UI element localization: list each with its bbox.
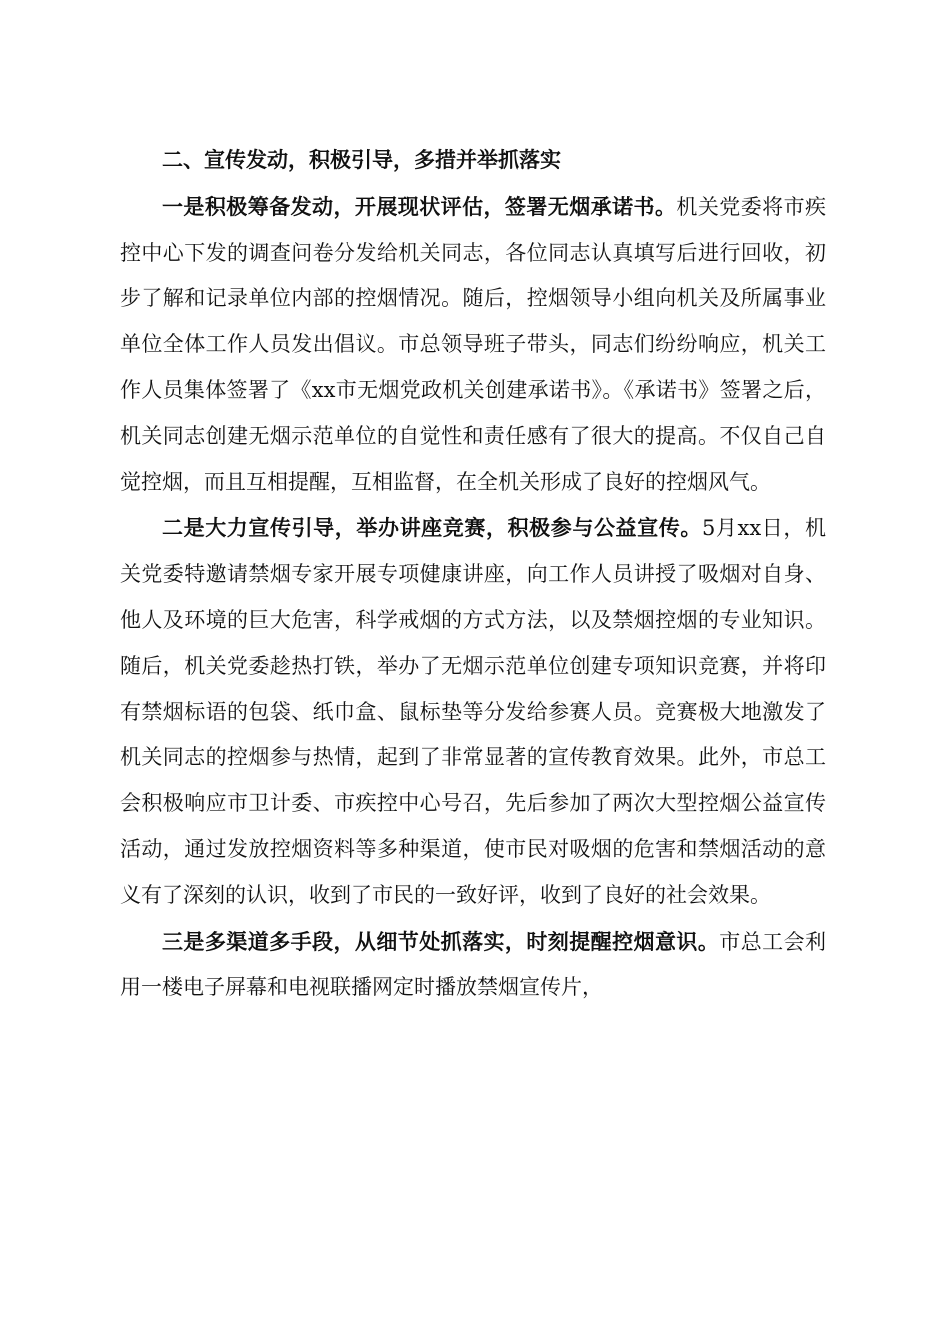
paragraph-1-lead: 一是积极筹备发动，开展现状评估，签署无烟承诺书。 [162, 193, 677, 219]
section-heading: 二、宣传发动，积极引导，多措并举抓落实 [162, 148, 561, 172]
paragraph-1-body: 机关党委将市疾控中心下发的调查问卷分发给机关同志，各位同志认真填写后进行回收，初步了解和记录单位内部的控烟情况。随后，控烟领导小组向机关及所属事业单位全体工作人员发出倡议。市总领导班子带头，同志们纷纷响应，机关工作人员集体签署了《xx市无烟党政机关创建承诺书》。《承诺书》签署之后，机关同志创建无烟示范单位的自觉性和责任感有了很大的提高。不仅自己自觉控烟，而且互相提醒，互相监督，在全机关形成了良好的控烟风气。 [120, 194, 827, 494]
paragraph-3 [120, 919, 826, 1012]
paragraph-2-body: 5月xx日，机关党委特邀请禁烟专家开展专项健康讲座，向工作人员讲授了吸烟对自身、他人及环境的巨大危害，科学戒烟的方式方法，以及禁烟控烟的专业知识。随后，机关党委趁热打铁，举办了无烟示范单位创建专项知识竞赛，并将印有禁烟标语的包袋、纸巾盒、鼠标垫等分发给参赛人员。竞赛极大地激发了机关同志的控烟参与热情，起到了非常显著的宣传教育效果。此外，市总工会积极响应市卫计委、市疾控中心号召，先后参加了两次大型控烟公益宣传活动，通过发放控烟资料等多种渠道，使市民对吸烟的危害和禁烟活动的意义有了深刻的认识，收到了市民的一致好评，收到了良好的社会效果。 [120, 516, 826, 907]
paragraph-3-lead: 三是多渠道多手段，从细节处抓落实，时刻提醒控烟意识。 [162, 928, 720, 954]
paragraph-2-lead: 二是大力宣传引导，举办讲座竞赛，积极参与公益宣传。 [162, 515, 702, 541]
paragraph-3-body: 市总工会利用一楼电子屏幕和电视联播网定时播放禁烟宣传片， [120, 929, 826, 1000]
document-page [120, 138, 826, 1011]
paragraph-1 [120, 184, 826, 506]
paragraph-2 [120, 505, 826, 918]
